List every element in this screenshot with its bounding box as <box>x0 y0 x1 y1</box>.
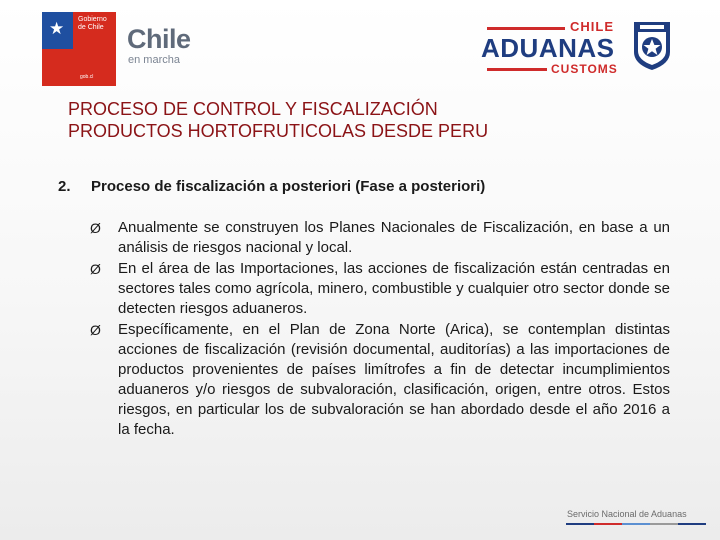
footer-text: Servicio Nacional de Aduanas <box>567 509 687 519</box>
flag-red-block <box>42 49 116 86</box>
list-item <box>90 320 670 440</box>
aduanas-logo-chile: CHILE <box>570 19 614 34</box>
bullet-text: En el área de las Importaciones, las acciones de fiscalización están centradas en sectores tales como agrícola, minero, combustible y cualquier otro sector donde se detecten riesgos aduaneros. <box>118 260 670 317</box>
list-item <box>90 218 670 258</box>
list-item <box>90 259 670 319</box>
aduanas-logo-main: ADUANAS <box>481 33 615 63</box>
arrow-bullet-icon: Ø <box>90 220 101 236</box>
footer-bar-segment <box>566 523 594 525</box>
bullet-text: Anualmente se construyen los Planes Nacionales de Fiscalización, en base a un análisis de riesgos nacional y local. <box>118 219 670 256</box>
aduanas-logo-bar-top <box>487 27 565 30</box>
star-icon: ★ <box>49 19 65 38</box>
bullet-text: Específicamente, en el Plan de Zona Norte (Arica), se contemplan distintas acciones de fiscalización (revisión documental, auditorías) a las importaciones de productos provenientes de países limítrofes a fin de detectar incumplimientos aduaneros y/o riesgos de subvaloración, clasificación, origen, entre otros. Estos riesgos, en particular los de subvaloración se han abordado desde el año 2016 a la fecha. <box>118 321 670 438</box>
aduanas-logo-bar-bottom <box>487 68 547 71</box>
gob-logo-small: gob.cl <box>80 74 94 80</box>
section-number: 2. <box>58 178 71 195</box>
bullet-list <box>90 218 670 441</box>
gobierno-de-chile-logo <box>42 12 116 86</box>
footer-bar-segment <box>622 523 650 525</box>
arrow-bullet-icon: Ø <box>90 322 101 338</box>
footer-color-bar <box>566 523 706 525</box>
page-title <box>68 98 488 142</box>
aduanas-badge-icon <box>630 18 674 72</box>
section-heading: Proceso de fiscalización a posteriori (Fase a posteriori) <box>91 178 486 195</box>
flag-blue-block <box>42 12 73 49</box>
footer-bar-segment <box>650 523 678 525</box>
footer-bar-segment <box>678 523 706 525</box>
gob-logo-text: Gobierno de Chile <box>78 16 107 31</box>
arrow-bullet-icon: Ø <box>90 261 101 277</box>
chile-en-marcha-logo-sub: en marcha <box>128 54 180 66</box>
aduanas-logo-customs: CUSTOMS <box>551 62 618 76</box>
chile-en-marcha-logo-word: Chile <box>127 24 191 54</box>
title-line-1: PROCESO DE CONTROL Y FISCALIZACIÓN <box>68 99 438 119</box>
title-line-2: PRODUCTOS HORTOFRUTICOLAS DESDE PERU <box>68 121 489 141</box>
footer-bar-segment <box>594 523 622 525</box>
